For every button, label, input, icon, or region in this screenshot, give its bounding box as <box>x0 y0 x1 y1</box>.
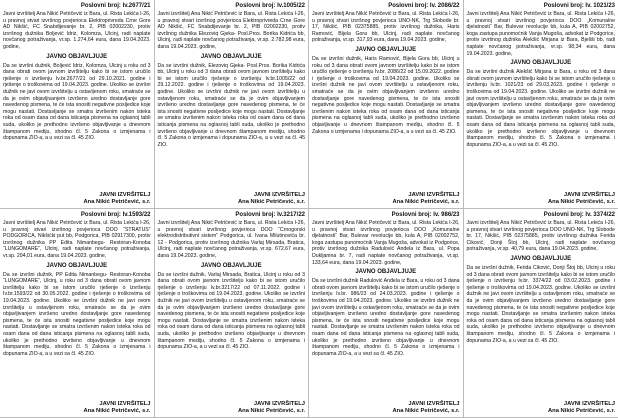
case-number: Poslovni broj: Iv.1005/22 <box>235 3 305 9</box>
signature <box>392 401 459 415</box>
signature-name: Ana Nikić Petričević, s.r. <box>83 199 151 205</box>
signature-name: Ana Nikić Petričević, s.r. <box>237 408 305 414</box>
notice-intro: Javni izvršitelj Ana Nikić Petričević iz Bara, ul. Rista Lekića I-26, u pravnoj stvari izvršnog povjerioca Elektroprivreda Crne Gore AD Nikšić, FC Snabdijevanje br. 2, PIB 02002230, protiv izvršnog dužnika Boljević Idriz, Kolomza, Ulcinj, radi naplate novčanog potraživanja, vr.sp. 1.274,64 eura, dana 19.04.2023. godine, <box>3 11 151 50</box>
case-number: Poslovni broj: Iv.3217/22 <box>235 212 305 218</box>
signature-name: Ana Nikić Petričević, s.r. <box>83 408 151 414</box>
notice-intro: Javni izvršitelj Ana Nikić Petričević iz Bara, ul. Rista Lekića I-26, u pravnoj stvari izvršnog povjerioca DOO “Crnogorski elektrodistributivni sistem” Podgorica, ul. Ivana Milutinovića br. 12 - Podgorica, protiv izvršnog dužnika Varlaj Mirsada, Bratica, Ulcinj, radi naplate novčanog potraživanja, vr.sp. 672,67 eura, dana 19.04.2023. godine, <box>157 220 305 259</box>
signature <box>238 401 305 415</box>
case-number: Poslovni broj: Iv.1593/22 <box>80 212 151 218</box>
notice-intro: Javni izvršitelj Ana Nikić Petričević iz Bara, ul. Rista Lekića I-26, u pravnoj stvari izvršnog povjerioca DOO “STRATUS” PODGORICA, Nikšićki put bb, Podgorica, PIB 02917300, protiv izvršnog dužnika PP Edita Nimanbegu- Restoran-Konoba “LUNGOMARE”, Ulcinj, radi naplate novčanog potraživanja, vr.sp. 204,01 eura, dana 19.04.2023. godine, <box>3 220 151 259</box>
notice-2 <box>155 0 310 209</box>
case-number: Poslovni broj: Iv. 1021/23 <box>543 3 615 9</box>
notice-heading: JAVNO OBJAVLJUJE <box>510 60 572 67</box>
case-number: Poslovni broj: Iv. 3374/22 <box>543 212 615 218</box>
notice-intro: Javni izvršitelj Ana Nikić Petričević iz Bara, ul. Rista Lekića I-26, u pravnoj stvari izvršnog povjerioca UNO-NK, Trg Slobode br. 17, Nikšić, PIB 02375885, protiv izvršnog dužnika, Haris Ramović, Bijela Gora bb, Ulcinj, radi naplate novčanog potraživanja, vr.sp. 317,93 eura, dana 19.04.2023. godine, <box>312 11 460 44</box>
notice-body: Da se izvršni dužnik, Boljević Idriz, Kolomza, Ulcinj u roku od 3 dana obrati ovom javnom izvršitelju kako bi se istom uručilo rješenje o izvršenju Iv.br.2677/21 od 29.10.2021. godine i rješenje o troškovima od 19.04.2023. godine. Ukoliko se izvršni dužnik ne javi ovom izvršitelju u ostavljenom roku, smatraće se da je ovim objavljivanjem izvršeno uredno dostavljanje gore navedenog pismena, te će ista snositi negativne posljedice koje mogu nastati. Dostavljanje se smatra izvršenim nakon isteka roka od osam dana od dana isticanja pismena na oglasnoj tabli suda, ukoliko je prethodno izvršeno objavljivanje u dnevnom štampanom mediju, shodno čl. 5 Zakona o izmjenama i dopunama ZIO-a, a u vezi sa čl. 45 ZIO. <box>3 62 151 142</box>
notice-body: Da se izvršni dužnik, Elezoviq Gjeka- Posl.Pros. Borika Kidrića bb, Ulcinj u roku od 3 dana obrati ovom javnom izvršitelju kako bi se istom uručilo rješenje o izvršenju Iv.br.1005/22 od 29.12.2022. godine i rješenje o troškovima od 19.04.2023. godine. Ukoliko se izvršni dužnik ne javi ovom izvršitelju u ostavljenom roku, smatraće se da je ovim objavljivanjem izvršeno uredno dostavljanje gore navedenog pismena, te će ista snositi negativne posljedice koje mogu nastati. Dostavljanje se smatra izvršenim nakon isteka roka od osam dana od dana isticanja pismena na oglasnoj tabli suda, ukoliko je prethodno izvršeno objavljivanje u dnevnom štampanom mediju, shodno čl. 5 Zakona o izmjenama i dopunama ZIO-a, a u vezi sa čl. 45 ZIO. <box>157 62 305 148</box>
signature <box>83 401 150 415</box>
notice-1 <box>0 0 155 209</box>
notice-intro: Javni izvršitelj Ana Nikić Petričević iz Bara, ul. Rista Lekića I-26, u pravnoj stvari izvršnog povjerioca DOO „Komunalne djelatnosti“ Bar, Bulevar revolucije bb, kula A, PIB 02002752, koga zastupa punomoćnik Vanja Mugoša, advokat iz Podgorice, protiv izvršnog dužnika Radulović Anđela iz Bara, ul. Popa Dukljanina br. 7, radi naplate novčanog potraživanja, vr.sp. 133,64 eura, dana 19.04.2023. godine, <box>312 220 460 266</box>
signature <box>392 192 459 206</box>
notice-7 <box>309 209 464 418</box>
notice-body: Da se izvršni dužnik, Haris Ramović, Bijela Gora bb, Ulcinj u roku od 3 dana obrati ovom javnom izvršitelju kako bi se istom uručilo rješenje o izvršenju Iv.br. 2086/22 od 15.09.2022. godine i rješenje o troškovima od 19.04.2023. godine. Ukoliko se izvršni dužnik ne javi ovom izvršitelju u ostavljenom roku, smatraće se da je ovim objavljivanjem izvršeno uredno dostavljanje gore navedenog pismena, te će ista snositi negativne posljedice koje mogu nastati. Dostavljanje se smatra izvršenim nakon isteka roka od osam dana od dana isticanja pismena na oglasnoj tabli suda, ukoliko je prethodno izvršeno objavljivanje u dnevnom štampanom mediju, shodno čl. 5 Zakona o izmjenama i dopunama ZIO-a, a u vezi sa čl. 45 ZIO. <box>312 55 460 135</box>
notice-heading: JAVNO OBJAVLJUJE <box>200 262 262 269</box>
notice-intro: Javni izvršitelj Ana Nikić Petričević iz Bara, ul. Rista Lekića I-26, u pravnoj stvari izvršnog povjerioca DOO „Komunalne djelatnosti“ Bar, Bulevar revolucije bb, kula A, PIB 02002752, koga zastupa punomoćnik Vanja Mugoša, advokat iz Podgorice, protiv izvršnog dužnika Alekšić Mirjana iz Bara, Bjeliši bb, radi naplate novčanog potraživanja, vr.sp. 98,34 eura, dana 19.04.2023. godine, <box>466 11 615 57</box>
notice-intro: Javni izvršitelj Ana Nikić Petričević iz Bara, ul. Rista Lekića I-26, u pravnoj stvari izvršnog povjerioca DOO UNO-NK, Trg Slobode br. 17, Nikšić, PIB 02375885, protiv izvršnog dužnika Ferida Ciković, Donji Štoj bb, Ulcinj, radi naplate novčanog potraživanja, vr.sp. 40,79 eura, dana 19.04.2023. godine, <box>466 220 615 253</box>
signature-title: JAVNI IZVRŠITELJ <box>99 401 151 407</box>
signature-name: Ana Nikić Petričević, s.r. <box>547 408 615 414</box>
signature-name: Ana Nikić Petričević, s.r. <box>392 199 460 205</box>
notice-heading: JAVNO OBJAVLJUJE <box>355 46 417 53</box>
signature <box>83 192 150 206</box>
case-number: Poslovni broj: Iv. 986/23 <box>391 212 460 218</box>
notice-body: Da se izvršni dužnik Radulović Anđela iz Bara, u roku od 3 dana obrati ovom javnom izvršitelju kako bi se istom uručilo rješenje o izvršenju Iv.br. 986/23 od 24.03.2023. godine i rješenje o troškovima od 19.04.2023. godine. Ukoliko se izvršni dužnik ne javi ovom izvršitelju u ostavljenom roku, smatraće se da je ovim objavljivanjem izvršeno uredno dostavljanje gore navedenog pismena, te će ista snositi negativne posljedice koje mogu nastati. Dostavljanje se smatra izvršenim nakon isteka roka od osam dana od dana isticanja pismena na oglasnoj tabli suda, ukoliko je prethodno izvršeno objavljivanje u dnevnom štampanom mediju, shodno čl. 5 Zakona o izmjenama i dopunama ZIO-a, a u vezi sa čl. 45 ZIO. <box>312 278 460 357</box>
signature-name: Ana Nikić Petričević, s.r. <box>237 199 305 205</box>
signature-title: JAVNI IZVRŠITELJ <box>253 192 305 198</box>
signature <box>548 192 615 206</box>
notice-intro: Javni izvršitelj Ana Nikić Petričević iz Bara, ul. Rista Lekića I-26, u pravnoj stvari izvršnog povjerioca Elektroprivreda Crne Gore AD Nikšić, FC Snabdijevanje br. 2, PIB 02002230, protiv izvršnog dužnika Elezoviq Gjeka- Posl.Pros. Borika Kidrića bb, Ulcinj, radi naplate novčanog potraživanja, vr.sp. 2.782,98 eura, dana 19.04.2023. godine, <box>157 11 305 50</box>
signature-name: Ana Nikić Petričević, s.r. <box>547 199 615 205</box>
notice-heading: JAVNO OBJAVLJUJE <box>200 53 262 60</box>
case-number: Poslovni broj: Iv. 2086/22 <box>388 3 460 9</box>
signature-title: JAVNI IZVRŠITELJ <box>99 192 151 198</box>
notice-heading: JAVNO OBJAVLJUJE <box>46 53 108 60</box>
notice-3 <box>309 0 464 209</box>
notice-4 <box>464 0 618 209</box>
notice-heading: JAVNO OBJAVLJUJE <box>510 255 572 262</box>
signature <box>548 401 615 415</box>
case-number: Poslovni broj: Iv.2677/21 <box>80 3 151 9</box>
notice-5 <box>0 209 155 418</box>
signature-title: JAVNI IZVRŠITELJ <box>563 192 615 198</box>
signature-title: JAVNI IZVRŠITELJ <box>408 192 460 198</box>
notice-body: Da se izvršni dužnik, Varlaj Mirsada, Bratica, Ulcinj u roku od 3 dana obrati ovom javnom izvršitelju kako bi se istom uručilo rješenje o izvršenju Iv.br.3217/22 od 07.11.2022. godine i rješenje o troškovima od 19.04.2023. godine. Ukoliko se izvršni dužnik ne javi ovom izvršitelju u ostavljenom roku, smatraće se da je ovim objavljivanjem izvršeno uredno dostavljanje gore navedenog pismena, te će ista snositi negativne posljedice koje mogu nastati. Dostavljanje se smatra izvršenim nakon isteka roka od osam dana od dana isticanja pismena na oglasnoj tabli suda, ukoliko je prethodno izvršeno objavljivanje u dnevnom štampanom mediju, shodno čl. 5 Zakona o izmjenama i dopunama ZIO-a, a u vezi sa čl. 45 ZIO. <box>157 271 305 351</box>
signature <box>238 192 305 206</box>
notice-heading: JAVNO OBJAVLJUJE <box>355 269 417 276</box>
notice-body: Da se izvršni dužnik, Ferida Ciković, Donji Štoj bb, Ulcinj u roku od 3 dana obrati ovom javnom izvršitelju kako bi se istom uručilo rješenje o izvršenju Iv.br. 3374/22 od 03.02.2023. godine i rješenje o troškovima od 19.04.2023. godine. Ukoliko se izvršni dužnik ne javi ovom izvršitelju u ostavljenom roku, smatraće se da je ovim objavljivanjem izvršeno uredno dostavljanje gore navedenog pismena, te će ista snositi negativne posljedice koje mogu nastati. Dostavljanje se smatra izvršenim nakon isteka roka od osam dana od dana isticanja pismena na oglasnoj tabli suda, ukoliko je prethodno izvršeno objavljivanje u dnevnom štampanom mediju, shodno čl. 5 Zakona o izmjenama i dopunama ZIO-a, a u vezi sa čl. 45 ZIO. <box>466 264 615 344</box>
signature-title: JAVNI IZVRŠITELJ <box>408 401 460 407</box>
notice-body: Da se izvršni dužnik Alekšić Mirjana iz Bara, u roku od 3 dana obrati ovom javnom izvršitelju kako bi se istom uručilo rješenje o izvršenju Iv.br. 1021/23 od 29.03.2023. godine i rješenje o troškovima od 19.04.2023. godine. Ukoliko se izvršni dužnik ne javi ovom izvršitelju u ostavljenom roku, smatraće se da je ovim objavljivanjem izvršeno uredno dostavljanje gore navedenog pismena, te će ista snositi negativne posljedice koje mogu nastati. Dostavljanje se smatra izvršenim nakon isteka roka od osam dana od dana isticanja pismena na oglasnoj tabli suda, ukoliko je prethodno izvršeno objavljivanje u dnevnom štampanom mediju, shodno čl. 5 Zakona o izmjenama i dopunama ZIO-a, a u vezi sa čl. 45 ZIO. <box>466 69 615 148</box>
signature-title: JAVNI IZVRŠITELJ <box>563 401 615 407</box>
notice-body: Da se izvršni dužnik, PP Edita Nimanbegu- Restoran-Konoba “LUNGOMARE”, Ulcinj, u roku od 3 dana obrati ovom javnom izvršitelju kako bi se istom uručilo rješenje o izvršenju Iv.br.1593/22 od 30.05.2022. godine i rješenje o troškovima od 19.04.2023. godine. Ukoliko se izvršni dužnik ne javi ovom izvršitelju u ostavljenom roku, smatraće se da je ovim objavljivanjem izvršeno uredno dostavljanje gore navedenog pismena, te će ista snositi negativne posljedice koje mogu nastati. Dostavljanje se smatra izvršenim nakon isteka roka od osam dana od dana isticanja pismena na oglasnoj tabli suda, ukoliko je prethodno izvršeno objavljivanje u dnevnom štampanom mediju, shodno čl. 5 Zakona o izmjenama i dopunama ZIO-a, a u vezi sa čl. 45 ZIO. <box>3 271 151 357</box>
notice-8 <box>464 209 618 418</box>
signature-title: JAVNI IZVRŠITELJ <box>253 401 305 407</box>
signature-name: Ana Nikić Petričević, s.r. <box>392 408 460 414</box>
notice-heading: JAVNO OBJAVLJUJE <box>46 262 108 269</box>
notice-6 <box>155 209 310 418</box>
